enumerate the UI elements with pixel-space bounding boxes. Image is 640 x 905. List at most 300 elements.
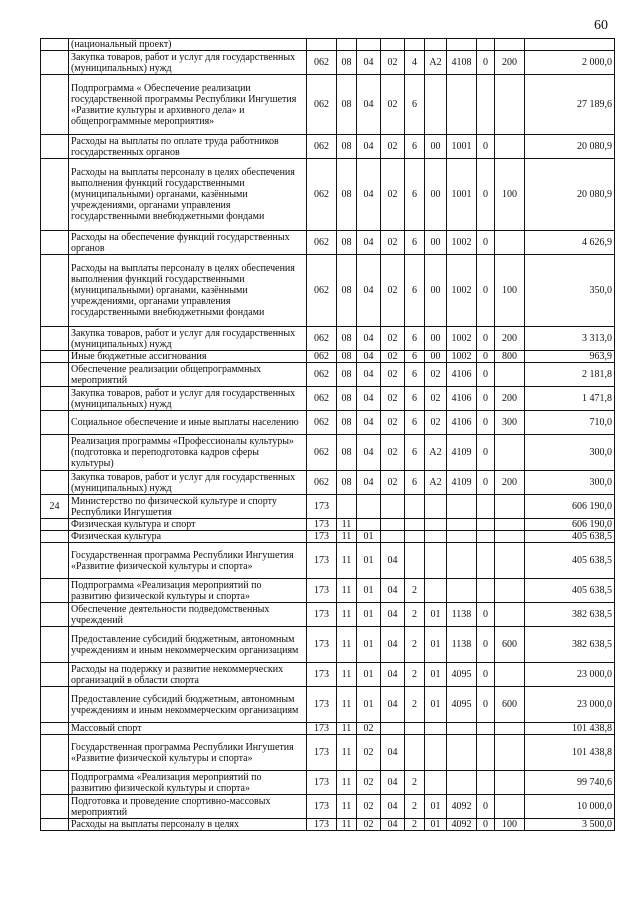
program-code-cell [381, 495, 405, 519]
section-code-cell: 11 [337, 519, 357, 531]
program-code-cell: 04 [381, 579, 405, 603]
expense-description-cell: Подпрограмма « Обеспечение реализации государственной программы Республики Ингушетия «Развитие культуры и архивного дела» и общепрограммные мероприятия» [69, 75, 307, 135]
direction-code-cell: 1001 [447, 135, 477, 159]
direction-code-cell: 4092 [447, 819, 477, 831]
amount-cell: 99 740,6 [525, 771, 615, 795]
table-row [41, 627, 615, 663]
section-code-cell: 08 [337, 471, 357, 495]
subsection-code-cell: 04 [357, 351, 381, 363]
expense-description-cell: Обеспечение деятельности подведомственных учреждений [69, 603, 307, 627]
expense-type-code-cell [495, 579, 525, 603]
subprogram-code-cell: 2 [405, 819, 425, 831]
row-number-cell [41, 543, 69, 579]
row-number-cell [41, 795, 69, 819]
section-code-cell: 08 [337, 327, 357, 351]
subsection-code-cell: 01 [357, 543, 381, 579]
row-number-cell [41, 471, 69, 495]
table-row [41, 411, 615, 435]
row-number-cell [41, 603, 69, 627]
subsection-code-cell: 02 [357, 771, 381, 795]
table-row [41, 39, 615, 51]
row-number-cell [41, 75, 69, 135]
ministry-code-cell: 062 [307, 135, 337, 159]
table-row [41, 603, 615, 627]
expense-description-cell: Иные бюджетные ассигнования [69, 351, 307, 363]
subprogram-code-cell: 2 [405, 627, 425, 663]
expense-description-cell: Закупка товаров, работ и услуг для государственных (муниципальных) нужд [69, 387, 307, 411]
event-code-cell: 01 [425, 627, 447, 663]
budget-table-body [41, 39, 615, 831]
expense-type-code-cell [495, 603, 525, 627]
program-code-cell: 02 [381, 135, 405, 159]
row-number-cell [41, 255, 69, 327]
program-code-cell: 04 [381, 543, 405, 579]
row-number-cell [41, 51, 69, 75]
extra-code-cell: 0 [477, 159, 495, 231]
section-code-cell: 11 [337, 723, 357, 735]
expense-description-cell: Физическая культура [69, 531, 307, 543]
subprogram-code-cell [405, 735, 425, 771]
row-number-cell [41, 39, 69, 51]
amount-cell: 405 638,5 [525, 531, 615, 543]
subsection-code-cell: 04 [357, 135, 381, 159]
expense-type-code-cell [495, 771, 525, 795]
section-code-cell: 11 [337, 543, 357, 579]
event-code-cell: 00 [425, 159, 447, 231]
subprogram-code-cell: 6 [405, 159, 425, 231]
ministry-code-cell: 062 [307, 387, 337, 411]
extra-code-cell: 0 [477, 627, 495, 663]
section-code-cell: 11 [337, 627, 357, 663]
row-number-cell [41, 387, 69, 411]
program-code-cell: 02 [381, 255, 405, 327]
expense-type-code-cell [495, 531, 525, 543]
direction-code-cell: 4109 [447, 471, 477, 495]
section-code-cell: 08 [337, 363, 357, 387]
subsection-code-cell [357, 495, 381, 519]
amount-cell: 963,9 [525, 351, 615, 363]
row-number-cell [41, 819, 69, 831]
expense-description-cell: Предоставление субсидий бюджетным, автономным учреждениям и иным некоммерческим организациям [69, 687, 307, 723]
event-code-cell [425, 579, 447, 603]
section-code-cell: 11 [337, 531, 357, 543]
expense-type-code-cell: 600 [495, 687, 525, 723]
expense-type-code-cell [495, 495, 525, 519]
subprogram-code-cell [405, 39, 425, 51]
extra-code-cell: 0 [477, 363, 495, 387]
subsection-code-cell: 04 [357, 387, 381, 411]
section-code-cell: 08 [337, 75, 357, 135]
table-row [41, 771, 615, 795]
subprogram-code-cell: 2 [405, 603, 425, 627]
program-code-cell: 04 [381, 795, 405, 819]
amount-cell: 2 181,8 [525, 363, 615, 387]
extra-code-cell: 0 [477, 435, 495, 471]
event-code-cell: 00 [425, 255, 447, 327]
extra-code-cell: 0 [477, 603, 495, 627]
table-row [41, 51, 615, 75]
section-code-cell: 08 [337, 351, 357, 363]
expense-description-cell: (национальный проект) [69, 39, 307, 51]
subprogram-code-cell: 2 [405, 687, 425, 723]
expense-type-code-cell [495, 543, 525, 579]
row-number-cell [41, 327, 69, 351]
event-code-cell: 00 [425, 231, 447, 255]
section-code-cell: 11 [337, 819, 357, 831]
subprogram-code-cell [405, 519, 425, 531]
program-code-cell [381, 531, 405, 543]
event-code-cell: 01 [425, 819, 447, 831]
subsection-code-cell: 04 [357, 75, 381, 135]
ministry-code-cell: 173 [307, 627, 337, 663]
section-code-cell: 08 [337, 411, 357, 435]
section-code-cell [337, 39, 357, 51]
section-code-cell: 08 [337, 231, 357, 255]
direction-code-cell: 4092 [447, 795, 477, 819]
expense-type-code-cell: 200 [495, 327, 525, 351]
subprogram-code-cell: 2 [405, 771, 425, 795]
subsection-code-cell [357, 39, 381, 51]
event-code-cell [425, 495, 447, 519]
row-number-cell [41, 687, 69, 723]
table-row [41, 663, 615, 687]
section-code-cell: 08 [337, 255, 357, 327]
row-number-cell [41, 723, 69, 735]
expense-type-code-cell [495, 363, 525, 387]
direction-code-cell: 1002 [447, 327, 477, 351]
ministry-code-cell: 173 [307, 603, 337, 627]
expense-description-cell: Подпрограмма «Реализация мероприятий по развитию физической культуры и спорта» [69, 771, 307, 795]
amount-cell: 20 080,9 [525, 135, 615, 159]
subsection-code-cell: 04 [357, 327, 381, 351]
budget-table [40, 38, 615, 831]
extra-code-cell [477, 495, 495, 519]
extra-code-cell: 0 [477, 231, 495, 255]
row-number-cell [41, 351, 69, 363]
event-code-cell: 01 [425, 795, 447, 819]
table-row [41, 327, 615, 351]
ministry-code-cell: 173 [307, 519, 337, 531]
expense-type-code-cell [495, 435, 525, 471]
table-row [41, 543, 615, 579]
event-code-cell: 00 [425, 327, 447, 351]
event-code-cell: А2 [425, 471, 447, 495]
direction-code-cell [447, 735, 477, 771]
event-code-cell [425, 735, 447, 771]
row-number-cell [41, 579, 69, 603]
expense-description-cell: Закупка товаров, работ и услуг для государственных (муниципальных) нужд [69, 327, 307, 351]
amount-cell: 20 080,9 [525, 159, 615, 231]
ministry-code-cell: 173 [307, 795, 337, 819]
direction-code-cell: 4095 [447, 687, 477, 723]
section-code-cell: 08 [337, 135, 357, 159]
expense-description-cell: Закупка товаров, работ и услуг для государственных (муниципальных) нужд [69, 471, 307, 495]
extra-code-cell [477, 39, 495, 51]
section-code-cell: 11 [337, 735, 357, 771]
direction-code-cell: 1138 [447, 603, 477, 627]
subprogram-code-cell: 6 [405, 255, 425, 327]
row-number-cell [41, 519, 69, 531]
program-code-cell: 02 [381, 51, 405, 75]
program-code-cell [381, 723, 405, 735]
table-row [41, 687, 615, 723]
table-row [41, 531, 615, 543]
section-code-cell: 11 [337, 687, 357, 723]
ministry-code-cell: 173 [307, 771, 337, 795]
direction-code-cell: 1001 [447, 159, 477, 231]
amount-cell: 606 190,0 [525, 519, 615, 531]
subprogram-code-cell: 6 [405, 351, 425, 363]
row-number-cell [41, 231, 69, 255]
program-code-cell: 02 [381, 387, 405, 411]
program-code-cell: 04 [381, 603, 405, 627]
direction-code-cell: 1002 [447, 351, 477, 363]
ministry-code-cell: 173 [307, 663, 337, 687]
direction-code-cell [447, 723, 477, 735]
ministry-code-cell: 062 [307, 231, 337, 255]
expense-type-code-cell [495, 519, 525, 531]
expense-type-code-cell: 600 [495, 627, 525, 663]
expense-type-code-cell: 100 [495, 159, 525, 231]
extra-code-cell: 0 [477, 795, 495, 819]
program-code-cell: 02 [381, 351, 405, 363]
subsection-code-cell: 01 [357, 579, 381, 603]
amount-cell: 10 000,0 [525, 795, 615, 819]
program-code-cell: 02 [381, 327, 405, 351]
event-code-cell [425, 39, 447, 51]
section-code-cell: 11 [337, 771, 357, 795]
subprogram-code-cell: 6 [405, 327, 425, 351]
table-row [41, 159, 615, 231]
program-code-cell: 02 [381, 75, 405, 135]
amount-cell: 710,0 [525, 411, 615, 435]
extra-code-cell: 0 [477, 663, 495, 687]
subsection-code-cell: 02 [357, 723, 381, 735]
subprogram-code-cell [405, 531, 425, 543]
expense-description-cell: Расходы на выплаты по оплате труда работников государственных органов [69, 135, 307, 159]
event-code-cell: 01 [425, 663, 447, 687]
direction-code-cell: 1002 [447, 231, 477, 255]
expense-type-code-cell [495, 231, 525, 255]
table-row [41, 519, 615, 531]
subsection-code-cell: 01 [357, 531, 381, 543]
ministry-code-cell: 062 [307, 351, 337, 363]
subsection-code-cell: 02 [357, 735, 381, 771]
subsection-code-cell: 01 [357, 603, 381, 627]
event-code-cell: 00 [425, 135, 447, 159]
event-code-cell [425, 723, 447, 735]
expense-description-cell: Расходы на выплаты персоналу в целях обеспечения выполнения функций государственными (муниципальными) органами, казёнными учреждениями, органами управления государственными внебюджетными фондами [69, 159, 307, 231]
event-code-cell: 01 [425, 687, 447, 723]
expense-description-cell: Физическая культура и спорт [69, 519, 307, 531]
program-code-cell: 02 [381, 471, 405, 495]
direction-code-cell [447, 579, 477, 603]
direction-code-cell: 4108 [447, 51, 477, 75]
direction-code-cell [447, 543, 477, 579]
program-code-cell: 02 [381, 159, 405, 231]
program-code-cell: 04 [381, 663, 405, 687]
ministry-code-cell: 062 [307, 363, 337, 387]
ministry-code-cell: 173 [307, 687, 337, 723]
subprogram-code-cell [405, 723, 425, 735]
row-number-cell [41, 135, 69, 159]
subprogram-code-cell: 6 [405, 231, 425, 255]
table-row [41, 579, 615, 603]
direction-code-cell [447, 495, 477, 519]
subsection-code-cell: 04 [357, 51, 381, 75]
amount-cell: 606 190,0 [525, 495, 615, 519]
extra-code-cell: 0 [477, 327, 495, 351]
row-number-cell [41, 411, 69, 435]
subprogram-code-cell: 6 [405, 363, 425, 387]
direction-code-cell [447, 771, 477, 795]
event-code-cell: 02 [425, 387, 447, 411]
expense-type-code-cell [495, 39, 525, 51]
direction-code-cell [447, 75, 477, 135]
ministry-code-cell: 173 [307, 531, 337, 543]
table-row [41, 231, 615, 255]
amount-cell: 27 189,6 [525, 75, 615, 135]
expense-description-cell: Расходы на выплаты персоналу в целях [69, 819, 307, 831]
direction-code-cell: 1002 [447, 255, 477, 327]
subprogram-code-cell: 6 [405, 387, 425, 411]
expense-type-code-cell [495, 663, 525, 687]
amount-cell: 382 638,5 [525, 627, 615, 663]
ministry-code-cell: 062 [307, 411, 337, 435]
direction-code-cell [447, 531, 477, 543]
subsection-code-cell: 04 [357, 435, 381, 471]
ministry-code-cell: 173 [307, 543, 337, 579]
ministry-code-cell: 062 [307, 51, 337, 75]
expense-type-code-cell: 200 [495, 387, 525, 411]
expense-description-cell: Массовый спорт [69, 723, 307, 735]
ministry-code-cell: 173 [307, 735, 337, 771]
program-code-cell: 04 [381, 771, 405, 795]
direction-code-cell: 4106 [447, 411, 477, 435]
table-row [41, 795, 615, 819]
expense-type-code-cell [495, 135, 525, 159]
row-number-cell [41, 435, 69, 471]
event-code-cell: 01 [425, 603, 447, 627]
amount-cell: 300,0 [525, 435, 615, 471]
event-code-cell [425, 75, 447, 135]
amount-cell: 23 000,0 [525, 687, 615, 723]
direction-code-cell: 4106 [447, 387, 477, 411]
extra-code-cell [477, 75, 495, 135]
row-number-cell [41, 531, 69, 543]
extra-code-cell [477, 519, 495, 531]
row-number-cell [41, 663, 69, 687]
event-code-cell [425, 771, 447, 795]
ministry-code-cell: 062 [307, 435, 337, 471]
subsection-code-cell: 04 [357, 411, 381, 435]
subsection-code-cell: 04 [357, 255, 381, 327]
table-row [41, 495, 615, 519]
expense-type-code-cell: 200 [495, 471, 525, 495]
subprogram-code-cell: 2 [405, 663, 425, 687]
expense-type-code-cell: 300 [495, 411, 525, 435]
table-row [41, 135, 615, 159]
subsection-code-cell: 02 [357, 795, 381, 819]
table-row [41, 351, 615, 363]
table-row [41, 363, 615, 387]
direction-code-cell [447, 519, 477, 531]
table-row [41, 255, 615, 327]
ministry-code-cell: 062 [307, 159, 337, 231]
subsection-code-cell: 01 [357, 687, 381, 723]
expense-description-cell: Расходы на обеспечение функций государственных органов [69, 231, 307, 255]
amount-cell: 350,0 [525, 255, 615, 327]
expense-type-code-cell: 100 [495, 255, 525, 327]
row-number-cell [41, 735, 69, 771]
direction-code-cell: 4095 [447, 663, 477, 687]
ministry-code-cell: 173 [307, 495, 337, 519]
event-code-cell: 02 [425, 363, 447, 387]
extra-code-cell: 0 [477, 411, 495, 435]
event-code-cell: 00 [425, 351, 447, 363]
event-code-cell [425, 543, 447, 579]
program-code-cell: 04 [381, 735, 405, 771]
ministry-code-cell: 062 [307, 471, 337, 495]
program-code-cell: 04 [381, 687, 405, 723]
table-row [41, 819, 615, 831]
expense-description-cell: Подготовка и проведение спортивно-массовых мероприятий [69, 795, 307, 819]
amount-cell: 382 638,5 [525, 603, 615, 627]
row-number-cell [41, 627, 69, 663]
event-code-cell: А2 [425, 51, 447, 75]
event-code-cell: 02 [425, 411, 447, 435]
expense-type-code-cell [495, 75, 525, 135]
subprogram-code-cell: 6 [405, 411, 425, 435]
extra-code-cell [477, 723, 495, 735]
extra-code-cell: 0 [477, 387, 495, 411]
subprogram-code-cell: 6 [405, 135, 425, 159]
event-code-cell [425, 531, 447, 543]
ministry-code-cell [307, 39, 337, 51]
section-code-cell: 11 [337, 603, 357, 627]
row-number-cell [41, 159, 69, 231]
extra-code-cell: 0 [477, 51, 495, 75]
expense-description-cell: Закупка товаров, работ и услуг для государственных (муниципальных) нужд [69, 51, 307, 75]
section-code-cell: 08 [337, 387, 357, 411]
expense-description-cell: Подпрограмма «Реализация мероприятий по развитию физической культуры и спорта» [69, 579, 307, 603]
section-code-cell: 08 [337, 159, 357, 231]
program-code-cell: 04 [381, 627, 405, 663]
ministry-code-cell: 062 [307, 255, 337, 327]
program-code-cell: 04 [381, 819, 405, 831]
direction-code-cell [447, 39, 477, 51]
expense-description-cell: Реализация программы «Профессионалы культуры» (подготовка и переподготовка кадров сферы культуры) [69, 435, 307, 471]
subsection-code-cell: 04 [357, 363, 381, 387]
extra-code-cell [477, 771, 495, 795]
table-row [41, 387, 615, 411]
program-code-cell: 02 [381, 435, 405, 471]
expense-type-code-cell [495, 795, 525, 819]
ministry-code-cell: 062 [307, 327, 337, 351]
amount-cell [525, 39, 615, 51]
expense-description-cell: Государственная программа Республики Ингушетия «Развитие физической культуры и спорта» [69, 735, 307, 771]
extra-code-cell [477, 735, 495, 771]
subsection-code-cell: 04 [357, 231, 381, 255]
extra-code-cell [477, 543, 495, 579]
ministry-code-cell: 173 [307, 819, 337, 831]
amount-cell: 405 638,5 [525, 543, 615, 579]
extra-code-cell: 0 [477, 687, 495, 723]
table-row [41, 471, 615, 495]
ministry-code-cell: 062 [307, 75, 337, 135]
ministry-code-cell: 173 [307, 723, 337, 735]
event-code-cell [425, 519, 447, 531]
